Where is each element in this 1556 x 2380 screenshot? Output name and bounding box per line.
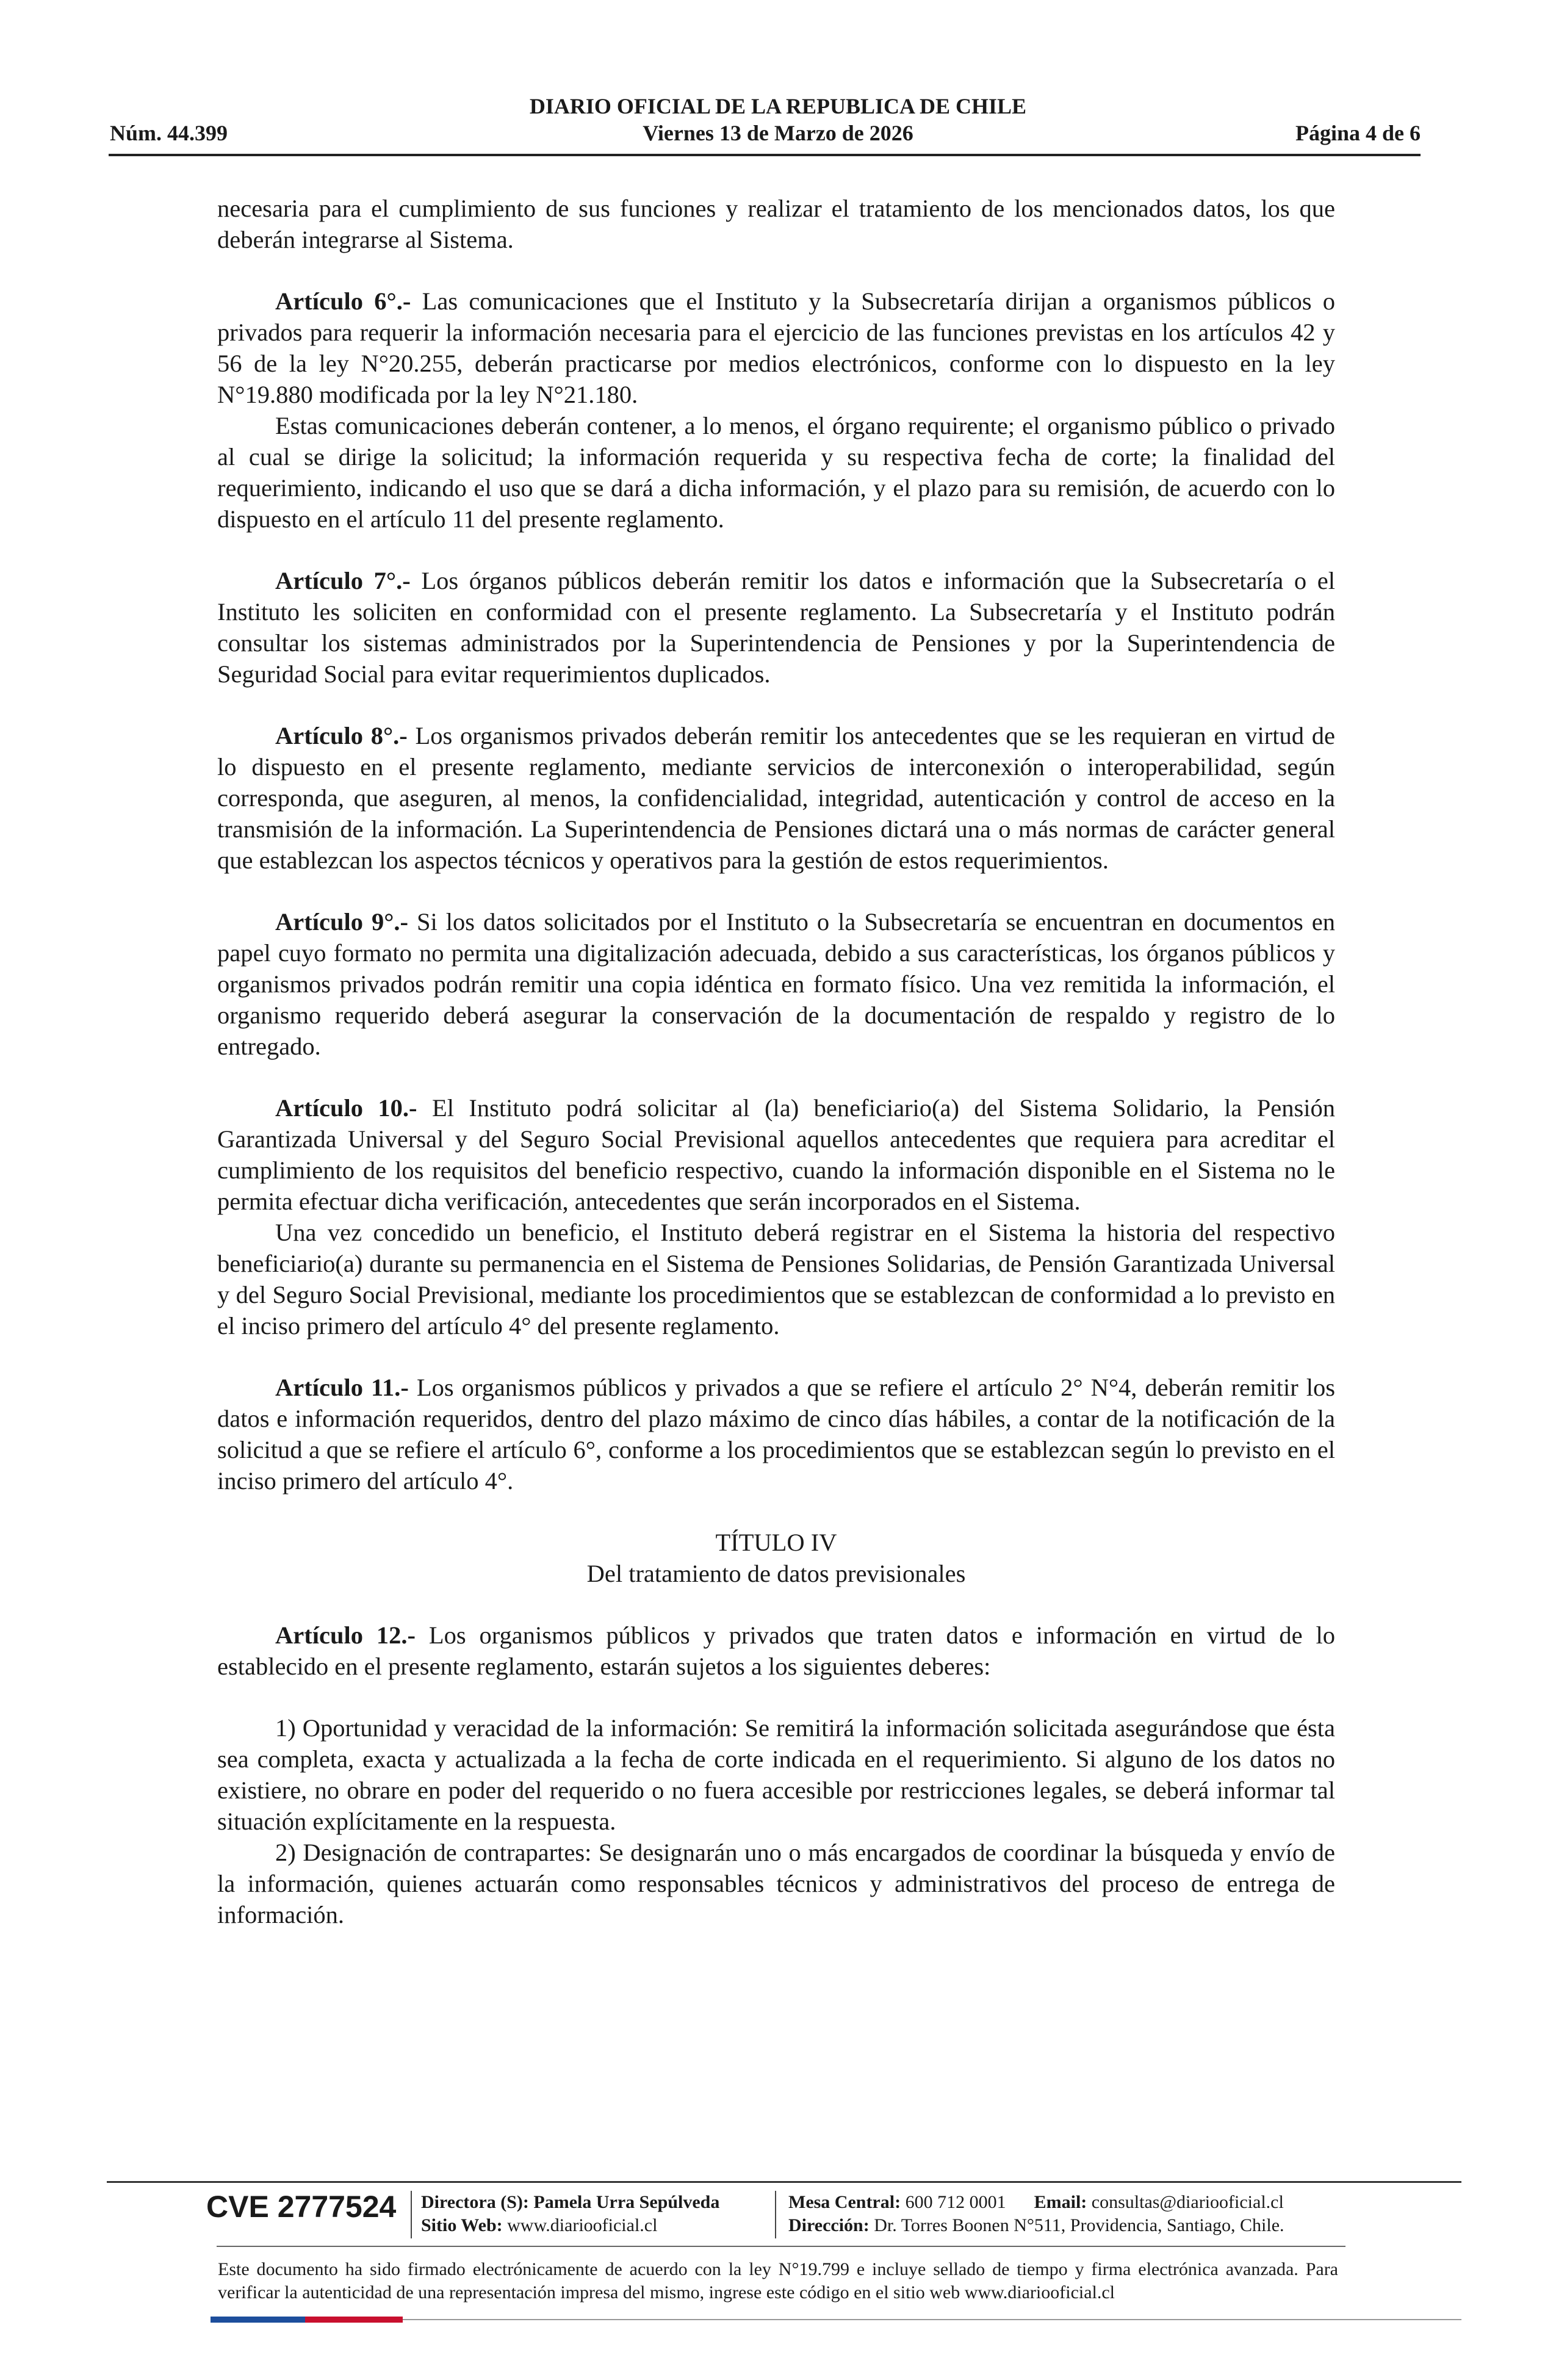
article-6 bbox=[217, 286, 1335, 410]
article-title: Artículo 12.- bbox=[275, 1621, 416, 1649]
website-link[interactable]: www.diariooficial.cl bbox=[507, 2215, 658, 2235]
article-12 bbox=[217, 1620, 1335, 1682]
document-body bbox=[217, 193, 1335, 1930]
article-title: Artículo 7°.- bbox=[275, 567, 411, 594]
footer-separator bbox=[775, 2191, 776, 2238]
article-6-paragraph-2: Estas comunicaciones deberán contener, a lo menos, el órgano requirente; el organismo público o privado al cual se dirige la solicitud; la información requerida y su respectiva fecha de corte; la finalidad del requerimiento, indicando el uso que se dará a dicha información, y el plazo para su remisión, de acuerdo con lo dispuesto en el artículo 11 del presente reglamento. bbox=[217, 412, 1335, 533]
email-link[interactable]: consultas@diariooficial.cl bbox=[1091, 2192, 1284, 2212]
director-name: Pamela Urra Sepúlveda bbox=[533, 2192, 720, 2212]
email-label: Email: bbox=[1034, 2192, 1087, 2212]
phone-number: 600 712 0001 bbox=[905, 2192, 1006, 2212]
header-divider bbox=[109, 154, 1421, 156]
article-10 bbox=[217, 1092, 1335, 1217]
footer-note-divider bbox=[217, 2246, 1345, 2247]
footer-contact-info bbox=[788, 2191, 1284, 2237]
article-8 bbox=[217, 720, 1335, 876]
footer-divider bbox=[107, 2181, 1461, 2183]
page-number: Página 4 de 6 bbox=[1295, 121, 1421, 145]
article-10-paragraph-2: Una vez concedido un beneficio, el Instituto deberá registrar en el Sistema la historia del respectivo beneficiario(a) durante su permanencia en el Sistema de Pensiones Solidarias, de Pensión Garantizada Universal y del Seguro Social Previsional, mediante los procedimientos que se establezcan de conformidad a lo previsto en el inciso primero del artículo 4° del presente reglamento. bbox=[217, 1219, 1335, 1340]
article-12-item-2: 2) Designación de contrapartes: Se designarán uno o más encargados de coordinar la búsqueda y envío de la información, quienes actuarán como responsables técnicos y administrativos del proceso de entrega de información. bbox=[217, 1839, 1335, 1928]
article-text: Los organismos públicos y privados que traten datos e información en virtud de lo establecido en el presente reglamento, estarán sujetos a los siguientes deberes: bbox=[217, 1621, 1335, 1680]
director-label: Directora (S): bbox=[421, 2192, 529, 2212]
flag-bar-red bbox=[305, 2317, 403, 2323]
article-text: Los organismos privados deberán remitir los antecedentes que se les requieran en virtud de lo dispuesto en el presente reglamento, mediante servicios de interconexión o interoperabilidad, según corresponda, que aseguren, al menos, la confidencialidad, integridad, autenticación y control de acceso en la transmisión de la información. La Superintendencia de Pensiones dictará una o más normas de carácter general que establezcan los aspectos técnicos y operativos para la gestión de estos requerimientos. bbox=[217, 722, 1335, 874]
article-11 bbox=[217, 1372, 1335, 1496]
footer-separator bbox=[411, 2191, 412, 2238]
signature-notice: Este documento ha sido firmado electrónicamente de acuerdo con la ley N°19.799 e incluye sellado de tiempo y firma electrónica avanzada. Para verificar la autenticidad de una representación impresa del mismo, ingrese este código en el sitio web www.diariooficial.cl bbox=[218, 2259, 1338, 2302]
cve-code: CVE 2777524 bbox=[206, 2190, 397, 2224]
article-text: El Instituto podrá solicitar al (la) beneficiario(a) del Sistema Solidario, la Pensión Garantizada Universal y del Seguro Social Previsional aquellos antecedentes que requiera para acreditar el cumplimiento de los requisitos del beneficio respectivo, cuando la información disponible en el Sistema no le permita efectuar dicha verificación, antecedentes que serán incorporados en el Sistema. bbox=[217, 1094, 1335, 1215]
footer-director-info bbox=[421, 2191, 719, 2237]
paragraph-continuation: necesaria para el cumplimiento de sus funciones y realizar el tratamiento de los mencionados datos, los que deberán integrarse al Sistema. bbox=[217, 195, 1335, 253]
article-title: Artículo 11.- bbox=[275, 1374, 409, 1401]
phone-label: Mesa Central: bbox=[788, 2192, 901, 2212]
article-title: Artículo 6°.- bbox=[275, 287, 411, 315]
article-12-item-1: 1) Oportunidad y veracidad de la información: Se remitirá la información solicitada asegurándose que ésta sea completa, exacta y actualizada a la fecha de corte indicada en el requerimiento. Si alguno de los datos no existiere, no obrare en poder del requerido o no fuera accesible por restricciones legales, se deberá informar tal situación explícitamente en la respuesta. bbox=[217, 1714, 1335, 1835]
issue-date: Viernes 13 de Marzo de 2026 bbox=[643, 121, 913, 145]
section-heading: TÍTULO IV bbox=[715, 1529, 837, 1556]
newspaper-title: DIARIO OFICIAL DE LA REPUBLICA DE CHILE bbox=[529, 94, 1027, 118]
article-title: Artículo 10.- bbox=[275, 1094, 417, 1122]
article-title: Artículo 9°.- bbox=[275, 908, 409, 936]
footer-bottom-rule bbox=[403, 2319, 1461, 2320]
article-9 bbox=[217, 906, 1335, 1062]
article-7 bbox=[217, 565, 1335, 690]
article-text: Las comunicaciones que el Instituto y la Subsecretaría dirijan a organismos públicos o privados para requerir la información necesaria para el ejercicio de las funciones previstas en los artículos 42 y 56 de la ley N°20.255, deberán practicarse por medios electrónicos, conforme con lo dispuesto en la ley N°19.880 modificada por la ley N°21.180. bbox=[217, 287, 1335, 408]
flag-bar-blue bbox=[211, 2317, 305, 2323]
issue-number: Núm. 44.399 bbox=[110, 121, 228, 145]
article-text: Los organismos públicos y privados a que se refiere el artículo 2° N°4, deberán remitir los datos e información requeridos, dentro del plazo máximo de cinco días hábiles, a contar de la notificación de la solicitud a que se refiere el artículo 6°, conforme a los procedimientos que se establezcan según lo previsto en el inciso primero del artículo 4°. bbox=[217, 1374, 1335, 1495]
article-text: Los órganos públicos deberán remitir los datos e información que la Subsecretaría o el Instituto les soliciten en conformidad con el presente reglamento. La Subsecretaría y el Instituto podrán consultar los sistemas administrados por la Superintendencia de Pensiones y por la Superintendencia de Seguridad Social para evitar requerimientos duplicados. bbox=[217, 567, 1335, 688]
address-value: Dr. Torres Boonen N°511, Providencia, Santiago, Chile. bbox=[874, 2215, 1284, 2235]
article-title: Artículo 8°.- bbox=[275, 722, 408, 749]
section-title bbox=[217, 1527, 1335, 1589]
section-subheading: Del tratamiento de datos previsionales bbox=[586, 1560, 966, 1587]
article-text: Si los datos solicitados por el Instituto o la Subsecretaría se encuentran en documentos en papel cuyo formato no permita una digitalización adecuada, debido a sus características, los órganos públicos y organismos privados podrán remitir una copia idéntica en formato físico. Una vez remitida la información, el organismo requerido deberá asegurar la conservación de la documentación de respaldo y registro de lo entregado. bbox=[217, 908, 1335, 1060]
address-label: Dirección: bbox=[788, 2215, 870, 2235]
website-label: Sitio Web: bbox=[421, 2215, 503, 2235]
